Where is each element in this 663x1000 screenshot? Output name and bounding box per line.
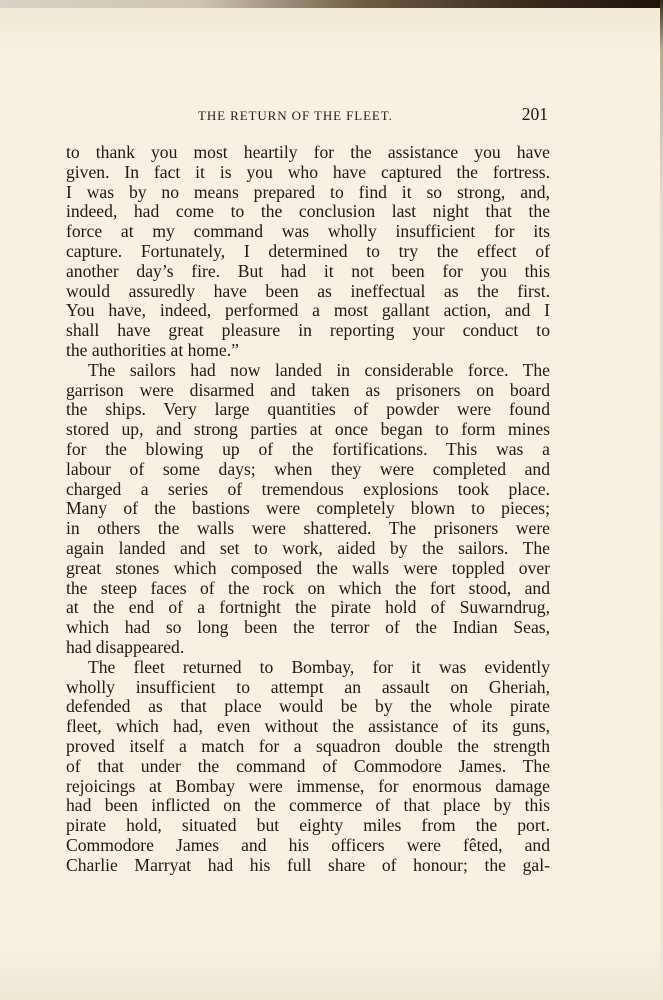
text-line: labour of some days; when they were completed and xyxy=(66,459,550,479)
text-line: wholly insufficient to attempt an assault on Gheriah, xyxy=(66,677,550,697)
text-line: the ships. Very large quantities of powder were found xyxy=(66,400,550,420)
text-line: indeed, had come to the conclusion last night that the xyxy=(66,202,550,222)
text-line: great stones which composed the walls were toppled over xyxy=(66,558,550,578)
running-head xyxy=(66,104,548,128)
text-line: Commodore James and his officers were fêted, and xyxy=(66,835,550,855)
text-line: I was by no means prepared to find it so strong, and, xyxy=(66,182,550,202)
text-line: garrison were disarmed and taken as prisoners on board xyxy=(66,380,550,400)
text-line: the steep faces of the rock on which the fort stood, and xyxy=(66,578,550,598)
body-text xyxy=(66,143,550,875)
text-line: in others the walls were shattered. The prisoners were xyxy=(66,519,550,539)
text-line: given. In fact it is you who have captured the fortress. xyxy=(66,162,550,182)
text-line: would assuredly have been as ineffectual as the first. xyxy=(66,281,550,301)
text-line: stored up, and strong parties at once began to form mines xyxy=(66,420,550,440)
text-line: again landed and set to work, aided by the sailors. The xyxy=(66,538,550,558)
text-line: Charlie Marryat had his full share of honour; the gal- xyxy=(66,855,550,875)
text-line: pirate hold, situated but eighty miles from the port. xyxy=(66,816,550,836)
text-line: which had so long been the terror of the Indian Seas, xyxy=(66,618,550,638)
text-line: at the end of a fortnight the pirate hold of Suwarndrug, xyxy=(66,598,550,618)
text-line: The sailors had now landed in considerable force. The xyxy=(88,360,550,380)
text-line: shall have great pleasure in reporting your conduct to xyxy=(66,321,550,341)
text-line: had been inflicted on the commerce of that place by this xyxy=(66,796,550,816)
page-top-edge xyxy=(0,0,663,8)
text-line: force at my command was wholly insufficient for its xyxy=(66,222,550,242)
text-line: capture. Fortunately, I determined to try the effect of xyxy=(66,241,550,261)
text-line: Many of the bastions were completely blown to pieces; xyxy=(66,499,550,519)
page-number: 201 xyxy=(521,104,548,124)
text-line: proved itself a match for a squadron double the strength xyxy=(66,736,550,756)
text-line: for the blowing up of the fortifications. This was a xyxy=(66,439,550,459)
text-line: to thank you most heartily for the assistance you have xyxy=(66,143,550,162)
text-line: another day’s fire. But had it not been for you this xyxy=(66,261,550,281)
text-line: rejoicings at Bombay were immense, for enormous damage xyxy=(66,776,550,796)
text-line: the authorities at home.” xyxy=(66,340,239,360)
text-line: The fleet returned to Bombay, for it was evidently xyxy=(88,657,550,677)
text-line: You have, indeed, performed a most gallant action, and I xyxy=(66,301,550,321)
text-line: charged a series of tremendous explosions took place. xyxy=(66,479,550,499)
running-title: THE RETURN OF THE FLEET. xyxy=(198,108,393,123)
text-line: fleet, which had, even without the assistance of its guns, xyxy=(66,717,550,737)
text-line: had disappeared. xyxy=(66,637,185,657)
text-line: defended as that place would be by the whole pirate xyxy=(66,697,550,717)
text-line: of that under the command of Commodore James. The xyxy=(66,756,550,776)
